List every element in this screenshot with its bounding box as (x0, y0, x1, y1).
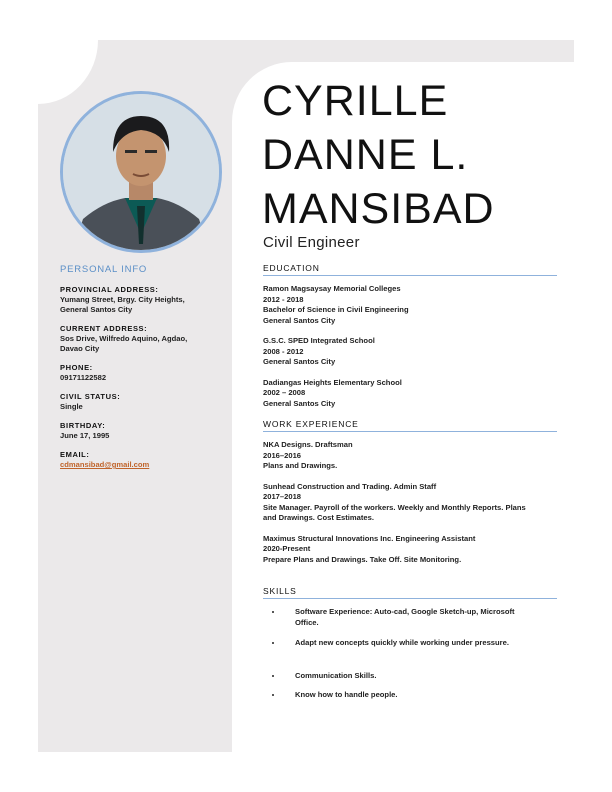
skills-list (263, 607, 557, 701)
entry-line: Site Manager. Payroll of the workers. Weekly and Monthly Reports. Plans (263, 502, 526, 512)
entry-line: 2012 - 2018 (263, 294, 304, 304)
entry-line: Sunhead Construction and Trading. Admin Staff (263, 481, 437, 491)
name-line-first: CYRILLE (262, 77, 449, 125)
email (60, 450, 225, 470)
work-entry (263, 440, 557, 472)
phone-label: PHONE: (60, 363, 93, 372)
entry-line: NKA Designs. Draftsman (263, 440, 353, 449)
provincial-address-label: PROVINCIAL ADDRESS: (60, 285, 159, 294)
entry-line: Ramon Magsaysay Memorial Colleges (263, 284, 401, 293)
personal-info-heading: PERSONAL INFO (60, 264, 148, 275)
entry-line: 2020-Present (263, 544, 311, 553)
candidate-name (262, 74, 495, 236)
current-address-line: Davao City (60, 344, 100, 353)
education-section (263, 263, 557, 419)
skill-item (283, 671, 557, 682)
education-heading: EDUCATION (263, 263, 557, 276)
entry-line: 2008 - 2012 (263, 346, 304, 356)
skill-text: Office. (295, 617, 319, 627)
name-line-middle: DANNE L. (262, 131, 469, 179)
personal-info-sidebar (60, 264, 225, 479)
entry-line: General Santos City (263, 315, 336, 325)
civil-status (60, 392, 225, 412)
profile-photo (60, 91, 222, 253)
entry-line: 2017–2018 (263, 492, 302, 501)
entry-line: General Santos City (263, 357, 336, 366)
provincial-address (60, 285, 225, 315)
entry-line: Prepare Plans and Drawings. Take Off. Site Monitoring. (263, 554, 462, 564)
email-label: EMAIL: (60, 450, 90, 459)
work-entry (263, 534, 557, 566)
skills-section (263, 586, 557, 701)
entry-line: Dadiangas Heights Elementary School (263, 377, 402, 387)
phone-value: 09171122582 (60, 373, 107, 382)
current-address-label: CURRENT ADDRESS: (60, 324, 148, 333)
entry-line: Plans and Drawings. (263, 461, 338, 470)
civil-status-label: CIVIL STATUS: (60, 392, 121, 401)
skill-text: Adapt new concepts quickly while working under pressure. (295, 638, 509, 647)
civil-status-value: Single (60, 402, 83, 411)
birthday-label: BIRTHDAY: (60, 421, 106, 430)
work-experience-heading: WORK EXPERIENCE (263, 419, 557, 432)
education-entry (263, 336, 557, 368)
entry-line: Bachelor of Science in Civil Engineering (263, 305, 409, 314)
name-line-last: MANSIBAD (262, 185, 495, 233)
phone (60, 363, 225, 383)
entry-line: and Drawings. Cost Estimates. (263, 513, 374, 522)
skill-item (283, 638, 557, 649)
current-address-line: Sos Drive, Wilfredo Aquino, Agdao, (60, 334, 188, 343)
skill-text: Communication Skills. (295, 670, 377, 680)
birthday-value: June 17, 1995 (60, 431, 110, 440)
skill-text: Software Experience: Auto-cad, Google Sketch-up, Microsoft (295, 607, 515, 616)
profile-photo-illustration (63, 94, 219, 250)
provincial-address-line: Yumang Street, Brgy. City Heights, (60, 295, 185, 304)
skills-heading: SKILLS (263, 586, 557, 599)
work-entry (263, 482, 557, 524)
entry-line: General Santos City (263, 398, 336, 408)
skill-text: Know how to handle people. (295, 690, 398, 699)
education-entry (263, 284, 557, 326)
entry-line: G.S.C. SPED Integrated School (263, 336, 375, 345)
job-title: Civil Engineer (263, 234, 360, 251)
provincial-address-line: General Santos City (60, 305, 133, 314)
entry-line: Maximus Structural Innovations Inc. Engineering Assistant (263, 533, 476, 543)
current-address (60, 324, 225, 354)
email-link[interactable]: cdmansibad@gmail.com (60, 460, 150, 469)
skill-item (283, 607, 557, 628)
work-experience-section (263, 419, 557, 575)
skill-item (283, 690, 557, 701)
education-entry (263, 378, 557, 410)
entry-line: 2002 – 2008 (263, 388, 306, 397)
birthday (60, 421, 225, 441)
entry-line: 2016–2016 (263, 450, 302, 460)
